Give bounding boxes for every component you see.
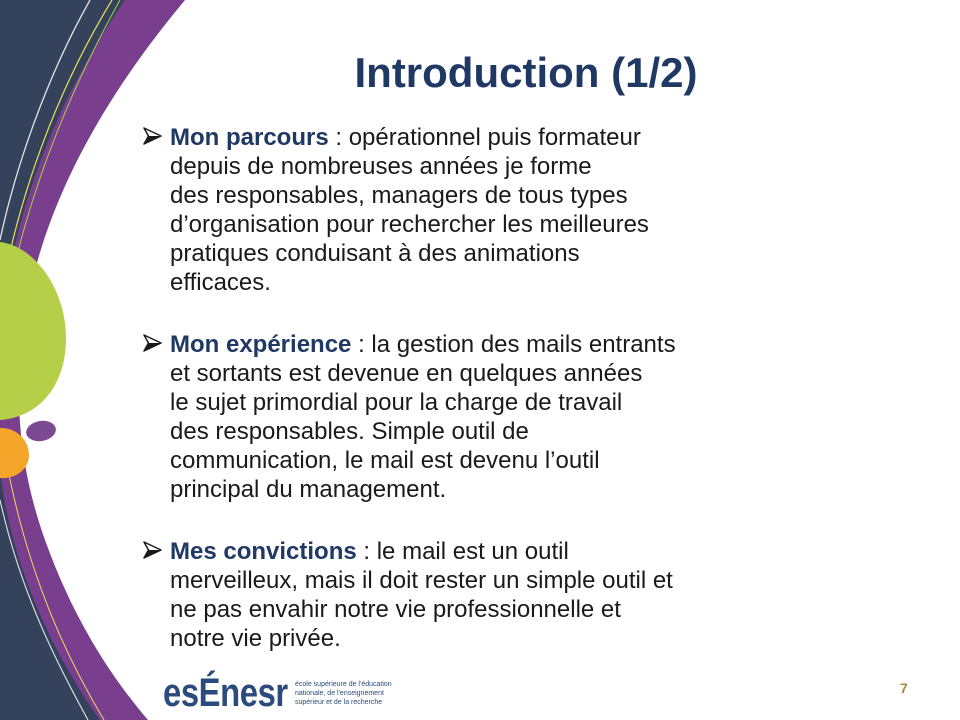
bullet-item [143,330,703,504]
bullet-text-line: depuis de nombreuses années je forme [170,153,592,180]
bullet-list [143,123,703,686]
bullet-text-line: pratiques conduisant à des animations [170,240,580,267]
purple-dot-shape [24,419,57,444]
logo-tagline-line: école supérieure de l'éducation [295,681,392,688]
bullet-text-line: principal du management. [170,476,447,503]
bullet-first-line [170,537,703,566]
bullet-text-line: des responsables. Simple outil de [170,418,529,445]
bullet-text-line: d’organisation pour rechercher les meilleures [170,211,649,238]
bullet-text-line: merveilleux, mais il doit rester un simple outil et [170,567,673,594]
arrow-bullet-icon [143,334,162,352]
bullet-item [143,537,703,653]
bullet-text: : le mail est un outil [356,538,569,565]
arrow-bullet-icon [143,127,162,145]
logo-tagline-line: supérieur et de la recherche [295,699,383,706]
bullet-text-line: notre vie privée. [170,625,341,652]
bullet-label: Mes convictions [170,538,357,565]
logo-tagline [295,680,392,707]
green-leaf-shape [0,242,66,420]
logo-tagline-line: nationale, de l'enseignement [295,690,384,697]
page-number: 7 [900,680,908,696]
bullet-text-line: ne pas envahir notre vie professionnelle et [170,596,621,623]
bullet-first-line [170,330,703,359]
bullet-text: : la gestion des mails entrants [351,331,676,358]
slide-title: Introduction (1/2) [354,49,698,96]
bullet-text-line: efficaces. [170,269,271,296]
bullet-text-line: des responsables, managers de tous types [170,182,628,209]
bullet-text: : opérationnel puis formateur [328,124,641,151]
esenesr-logo [163,668,403,716]
bullet-text-line: et sortants est devenue en quelques années [170,360,643,387]
bullet-label: Mon expérience [170,331,352,358]
bullet-text-line: le sujet primordial pour la charge de travail [170,389,623,416]
bullet-text-line: communication, le mail est devenu l’outil [170,447,600,474]
bullet-first-line [170,123,703,152]
bullet-label: Mon parcours [170,124,329,151]
arrow-bullet-icon [143,541,162,559]
bullet-item [143,123,703,297]
logo-wordmark: esÉnesr [163,671,288,715]
